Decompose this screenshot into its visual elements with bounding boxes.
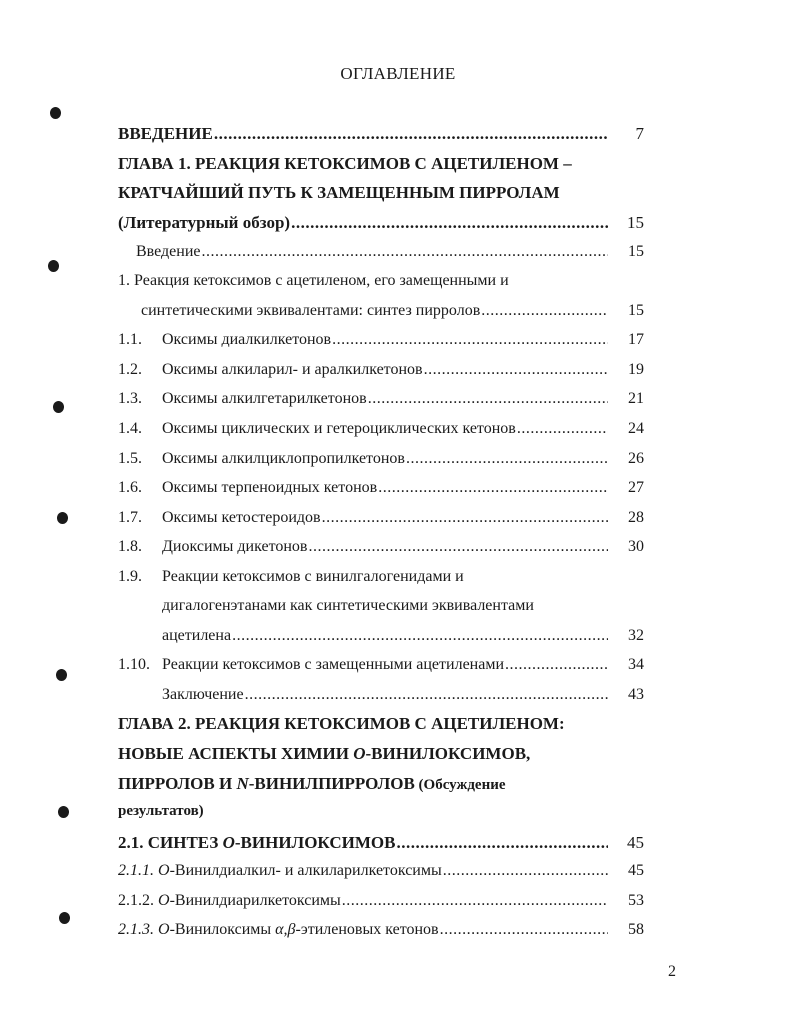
chapter1-heading-line1: ГЛАВА 1. РЕАКЦИЯ КЕТОКСИМОВ С АЦЕТИЛЕНОМ –: [118, 154, 572, 173]
toc-label: Реакции кетоксимов с замещенными ацетиленами: [162, 656, 505, 673]
toc-page: 32: [628, 627, 644, 644]
toc-label: Оксимы терпеноидных кетонов: [162, 479, 378, 496]
chapter2-heading-line2: НОВЫЕ АСПЕКТЫ ХИМИИ О-ВИНИЛОКСИМОВ,: [118, 744, 531, 763]
toc-page: 45: [628, 862, 644, 879]
toc-page: 15: [627, 213, 644, 232]
toc-entry-2-1: [118, 833, 644, 853]
toc-page: 26: [628, 450, 644, 467]
toc-page: 17: [628, 331, 644, 348]
chapter1-heading-line2: КРАТЧАЙШИЙ ПУТЬ К ЗАМЕЩЕННЫМ ПИРРОЛАМ: [118, 183, 560, 202]
toc-page: 27: [628, 479, 644, 496]
toc-number: 1.9.: [118, 568, 142, 585]
toc-entry-conclusion: [162, 686, 644, 704]
toc-page: 53: [628, 892, 644, 909]
punch-hole: [50, 107, 61, 119]
toc-entry-1-6: [118, 479, 644, 497]
toc-page: 7: [635, 124, 644, 143]
toc-entry-1-3: [118, 390, 644, 408]
chapter2-heading-line3: ПИРРОЛОВ И N-ВИНИЛПИРРОЛОВ (Обсуждение: [118, 774, 506, 793]
toc-label: Оксимы кетостероидов: [162, 509, 321, 526]
toc-label: Введение: [136, 243, 201, 260]
toc-label: Диоксимы дикетонов: [162, 538, 308, 555]
punch-hole: [58, 806, 69, 818]
toc-number: 1.4.: [118, 420, 142, 437]
toc-page: 15: [628, 302, 644, 319]
toc-entry-2-1-2: [118, 892, 644, 910]
toc-entry-2-1-3: [118, 921, 644, 939]
toc-entry-1-9: [162, 627, 644, 645]
toc-label: Оксимы алкилгетарилкетонов: [162, 390, 367, 407]
toc-section1-line1: 1. Реакция кетоксимов с ацетиленом, его замещенными и: [118, 272, 509, 289]
toc-label: ацетилена: [162, 627, 232, 644]
toc-label: синтетическими эквивалентами: синтез пирролов: [141, 302, 481, 319]
toc-page: 34: [628, 656, 644, 673]
toc-number: 1.7.: [118, 509, 142, 526]
toc-entry-1-10: [118, 656, 644, 674]
toc-label: (Литературный обзор): [118, 213, 291, 232]
toc-entry-1-4: [118, 420, 644, 438]
toc-entry-intro: [118, 124, 644, 144]
toc-label: 2.1.1. О-Винилдиалкил- и алкиларилкетоксимы: [118, 862, 442, 879]
toc-label: Оксимы диалкилкетонов: [162, 331, 332, 348]
toc-number: 1.6.: [118, 479, 142, 496]
toc-page: 43: [628, 686, 644, 703]
toc-label: Заключение: [162, 686, 244, 703]
toc-number: 1.8.: [118, 538, 142, 555]
toc-page: 30: [628, 538, 644, 555]
toc-page: 15: [628, 243, 644, 260]
toc-section-1-9-line2: дигалогенэтанами как синтетическими эквивалентами: [162, 597, 534, 614]
page-title: ОГЛАВЛЕНИЕ: [340, 64, 456, 83]
toc-page: 45: [627, 833, 644, 852]
toc-entry-1-2: [118, 361, 644, 379]
punch-hole: [59, 912, 70, 924]
toc-page: 21: [628, 390, 644, 407]
toc-entry-ch1-intro: [136, 243, 644, 261]
toc-label: Оксимы алкилциклопропилкетонов: [162, 450, 405, 467]
toc-entry-section1: [141, 302, 644, 320]
punch-hole: [48, 260, 59, 272]
toc-label: 2.1.2. О-Винилдиарилкетоксимы: [118, 892, 341, 909]
toc-label: Оксимы циклических и гетероциклических кетонов: [162, 420, 516, 437]
toc-entry-1-1: [118, 331, 644, 349]
toc-label: Реакции кетоксимов с винилгалогенидами и: [162, 568, 464, 585]
toc-page: 28: [628, 509, 644, 526]
punch-hole: [57, 512, 68, 524]
toc-entry-1-7: [118, 509, 644, 527]
toc-label: ВВЕДЕНИЕ: [118, 124, 213, 143]
chapter2-heading-line1: ГЛАВА 2. РЕАКЦИЯ КЕТОКСИМОВ С АЦЕТИЛЕНОМ:: [118, 714, 565, 733]
toc-label: 2.1.3. О-Винилоксимы α,β-этиленовых кетонов: [118, 921, 439, 938]
toc-number: 1.2.: [118, 361, 142, 378]
punch-hole: [53, 401, 64, 413]
toc-label: Оксимы алкиларил- и аралкилкетонов: [162, 361, 423, 378]
toc-section-1-9-line1: [118, 568, 464, 586]
chapter2-heading-line4: результатов): [118, 803, 204, 819]
toc-page: 24: [628, 420, 644, 437]
toc-entry-1-5: [118, 450, 644, 468]
toc-entry-chapter1: [118, 213, 644, 233]
toc-number: 1.1.: [118, 331, 142, 348]
toc-number: 1.5.: [118, 450, 142, 467]
toc-label: 2.1. СИНТЕЗ О-ВИНИЛОКСИМОВ: [118, 833, 396, 852]
page-number: 2: [668, 963, 676, 980]
toc-entry-2-1-1: [118, 862, 644, 880]
toc-page: 58: [628, 921, 644, 938]
toc-number: 1.3.: [118, 390, 142, 407]
punch-hole: [56, 669, 67, 681]
toc-entry-1-8: [118, 538, 644, 556]
toc-number: 1.10.: [118, 656, 150, 673]
toc-page: 19: [628, 361, 644, 378]
